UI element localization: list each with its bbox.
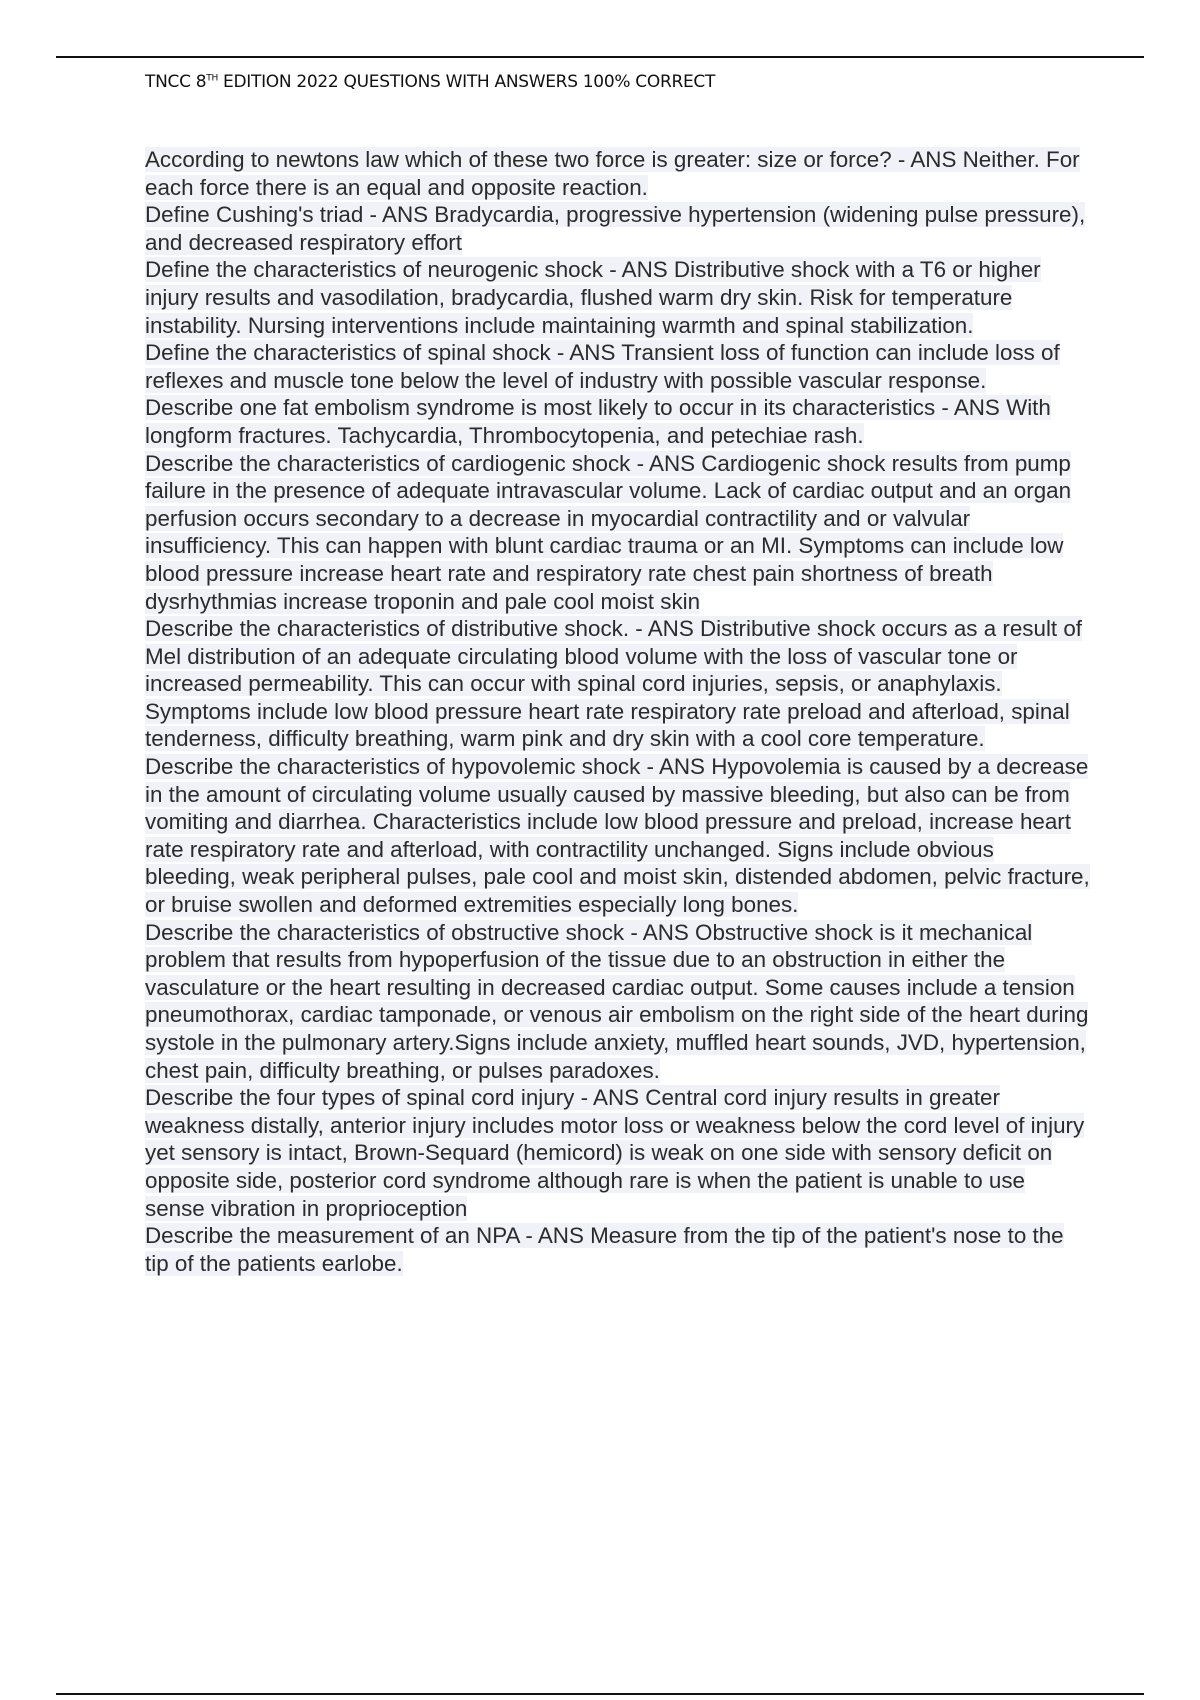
qa-item (145, 450, 1090, 616)
qa-item (145, 201, 1090, 256)
qa-item (145, 256, 1090, 339)
qa-item (145, 339, 1090, 394)
qa-item (145, 146, 1090, 201)
qa-item (145, 615, 1090, 753)
qa-text: Describe one fat embolism syndrome is most likely to occur in its characteristics - ANS With longform fractures. Tachycardia, Thrombocytopenia, and petechiae rash. (145, 395, 1051, 448)
footer-rule (56, 1693, 1144, 1695)
qa-text: Describe the four types of spinal cord injury - ANS Central cord injury results in greater weakness distally, anterior injury includes motor loss or weakness below the cord level of injury yet sensory is intact, Brown-Sequard (hemicord) is weak on one side with sensory deficit on opposite side, posterior cord syndrome although rare is when the patient is unable to use sense vibration in proprioception (145, 1085, 1085, 1221)
page-header (145, 72, 715, 92)
qa-text: Describe the measurement of an NPA - ANS Measure from the tip of the patient's nose to the tip of the patients earlobe. (145, 1223, 1064, 1276)
header-superscript: TH (206, 73, 218, 84)
header-prefix: TNCC 8 (145, 72, 207, 92)
qa-text: According to newtons law which of these two force is greater: size or force? - ANS Neither. For each force there is an equal and opposite reaction. (145, 147, 1080, 200)
qa-item (145, 394, 1090, 449)
qa-text: Describe the characteristics of obstructive shock - ANS Obstructive shock is it mechanical problem that results from hypoperfusion of the tissue due to an obstruction in either the vasculature or the heart resulting in decreased cardiac output. Some causes include a tension pneumothorax, cardiac tamponade, or venous air embolism on the right side of the heart during systole in the pulmonary artery.Signs include anxiety, muffled heart sounds, JVD, hypertension, chest pain, difficulty breathing, or pulses paradoxes. (145, 919, 1089, 1083)
qa-item (145, 1084, 1090, 1222)
qa-text: Define Cushing's triad - ANS Bradycardia, progressive hypertension (widening pulse pressure), and decreased respiratory effort (145, 202, 1086, 255)
header-rule (56, 56, 1144, 58)
qa-list (145, 146, 1090, 1277)
qa-text: Define the characteristics of neurogenic shock - ANS Distributive shock with a T6 or higher injury results and vasodilation, bradycardia, flushed warm dry skin. Risk for temperature instability. Nursing interventions include maintaining warmth and spinal stabilization. (145, 257, 1041, 338)
qa-text: Describe the characteristics of cardiogenic shock - ANS Cardiogenic shock results from pump failure in the presence of adequate intravascular volume. Lack of cardiac output and an organ perfusion occurs secondary to a decrease in myocardial contractility and or valvular insufficiency. This can happen with blunt cardiac trauma or an MI. Symptoms can include low blood pressure increase heart rate and respiratory rate chest pain shortness of breath dysrhythmias increase troponin and pale cool moist skin (145, 450, 1072, 614)
qa-item (145, 1222, 1090, 1277)
qa-text: Describe the characteristics of distributive shock. - ANS Distributive shock occurs as a result of Mel distribution of an adequate circulating blood volume with the loss of vascular tone or increased permeability. This can occur with spinal cord injuries, sepsis, or anaphylaxis. Symptoms include low blood pressure heart rate respiratory rate preload and afterload, spinal tenderness, difficulty breathing, warm pink and dry skin with a cool core temperature. (145, 616, 1083, 752)
qa-text: Describe the characteristics of hypovolemic shock - ANS Hypovolemia is caused by a decrease in the amount of circulating volume usually caused by massive bleeding, but also can be from vomiting and diarrhea. Characteristics include low blood pressure and preload, increase heart rate respiratory rate and afterload, with contractility unchanged. Signs include obvious bleeding, weak peripheral pulses, pale cool and moist skin, distended abdomen, pelvic fracture, or bruise swollen and deformed extremities especially long bones. (145, 754, 1090, 918)
header-suffix: EDITION 2022 QUESTIONS WITH ANSWERS 100% CORRECT (217, 72, 716, 92)
qa-item (145, 919, 1090, 1085)
qa-item (145, 753, 1090, 919)
qa-text: Define the characteristics of spinal shock - ANS Transient loss of function can include loss of reflexes and muscle tone below the level of industry with possible vascular response. (145, 340, 1060, 393)
